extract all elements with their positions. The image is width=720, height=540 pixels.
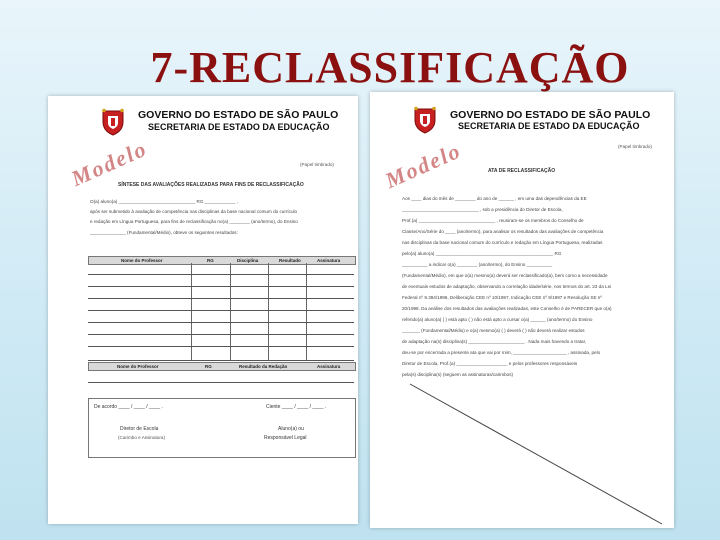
body-line: (Fundamental/Médio), em que o(a) mesmo(a) deverá ser reclassificado(a), bem como a necessidade	[402, 273, 608, 278]
body-line: de adaptação na(s) disciplina(s) ______________________ . Nada mais havendo a tratar,	[402, 339, 587, 344]
body-line: _______ (Fundamental/Médio) e o(a) mesmo(a) ( ) deverá ( ) não deverá realizar estudos	[402, 328, 585, 333]
table-row	[88, 286, 354, 287]
body-line: Classe/Ano/Série do ____ (ano/termo), para analisar os resultados das avaliações de competência	[402, 229, 604, 234]
col-header: Assinatura	[317, 364, 341, 369]
col-header: Resultado	[279, 258, 301, 263]
col-header: Nome do Professor	[117, 364, 159, 369]
table-row	[88, 274, 354, 275]
col-header: RG	[207, 258, 214, 263]
body-line: Aos ____ dias do mês de ________ do ano de ______ , em uma das dependências da EE	[402, 196, 587, 201]
body-line: Diretor de Escola, Prof.(a) ____________________ e pelos professores responsáveis	[402, 361, 578, 366]
body-line: pelo(a) aluno(a) ______________________________________________ RG	[402, 251, 562, 256]
col-header: RG	[205, 364, 212, 369]
body-line: e redação em Língua Portuguesa, para fins de reclassificação no(a) ________ (ano/termo), do Ensino	[90, 219, 298, 224]
sign-right-1: Aluno(a) ou	[278, 426, 304, 432]
sign-right-2: Responsável Legal	[264, 435, 307, 441]
gov-subtitle: SECRETARIA DE ESTADO DA EDUCAÇÃO	[458, 121, 640, 131]
table-row	[88, 322, 354, 323]
paper-note: (Papel timbrado)	[618, 144, 652, 149]
col-header: Disciplina	[237, 258, 259, 263]
col-header: Nome do Professor	[121, 258, 163, 263]
body-line: ______________ (Fundamental/Médio), obteve os seguintes resultados:	[90, 230, 238, 235]
body-line: ______________________________ , sob a presidência do Diretor de Escola,	[402, 207, 563, 212]
right-document-page	[370, 92, 674, 528]
blank-space-strike-line	[370, 92, 674, 528]
body-line: deu-se por encerrada a presente ata que vai por mim, _____________________ , assinada, pelo	[402, 350, 601, 355]
body-line: de eventuais estudos de adaptação, observando a correlação idade/série, nos termos do art. 23 da Lei	[402, 284, 612, 289]
table-header	[88, 362, 356, 371]
gov-title: GOVERNO DO ESTADO DE SÃO PAULO	[138, 109, 339, 121]
agree-left: De acordo ____ / ____ / ____ .	[94, 404, 163, 410]
col-header: Resultado da Redação	[239, 364, 288, 369]
body-line: referido(a) aluno(a) ( ) está apto ( ) não está apto a cursar o(a) ______ (ano/termo) do Ensino	[402, 317, 593, 322]
document-heading: SÍNTESE DAS AVALIAÇÕES REALIZADAS PARA FINS DE RECLASSIFICAÇÃO	[118, 182, 304, 188]
body-line: __________ a indicar o(a) ________ (ano/termo), do Ensino __________	[402, 262, 553, 267]
table-row	[88, 334, 354, 335]
body-line: Federal nº 9.394/1996, Deliberação CEE nº 10/1997, Indicação CEE nº 9/1997 e Resolução SE nº	[402, 295, 603, 300]
sign-left-2: (Carimbo e Assinatura)	[118, 435, 165, 440]
watermark: Modelo	[381, 137, 466, 194]
table-header	[88, 256, 356, 265]
body-line: 20/1998. Da análise dos resultados das avaliações realizadas, este Conselho é de PARECER que o(a)	[402, 306, 612, 311]
paper-note: (Papel timbrado)	[300, 162, 334, 167]
gov-subtitle: SECRETARIA DE ESTADO DA EDUCAÇÃO	[148, 122, 330, 132]
gov-title: GOVERNO DO ESTADO DE SÃO PAULO	[450, 109, 651, 121]
document-heading: ATA DE RECLASSIFICAÇÃO	[488, 168, 556, 174]
table-row	[88, 346, 354, 347]
slide-title: 7-RECLASSIFICAÇÃO	[150, 43, 630, 92]
table-row	[88, 310, 354, 311]
left-document-page	[48, 96, 358, 524]
table-row	[88, 298, 354, 299]
watermark: Modelo	[67, 135, 152, 192]
body-line: O(a) aluno(a) ______________________________ RG ____________ ,	[90, 199, 238, 204]
body-line: pela(s) disciplina(s) (seguem as assinaturas/carimbos)	[402, 372, 514, 377]
agree-right: Ciente ____ / ____ / ____ .	[266, 404, 327, 410]
body-line: após ser submetido à avaliação de competência nas disciplinas da base nacional comum do currículo	[90, 209, 298, 214]
body-line: nas disciplinas da base nacional comum do currículo e redação em Língua Portuguesa, realizadas	[402, 240, 603, 245]
sign-left-1: Diretor de Escola	[120, 426, 159, 432]
body-line: Prof.(a) ______________________________ , reuniram-se os membros do Conselho de	[402, 218, 584, 223]
table-row	[88, 382, 354, 383]
col-header: Assinatura	[317, 258, 341, 263]
coat-of-arms-icon	[100, 108, 126, 136]
table-row	[88, 360, 354, 361]
